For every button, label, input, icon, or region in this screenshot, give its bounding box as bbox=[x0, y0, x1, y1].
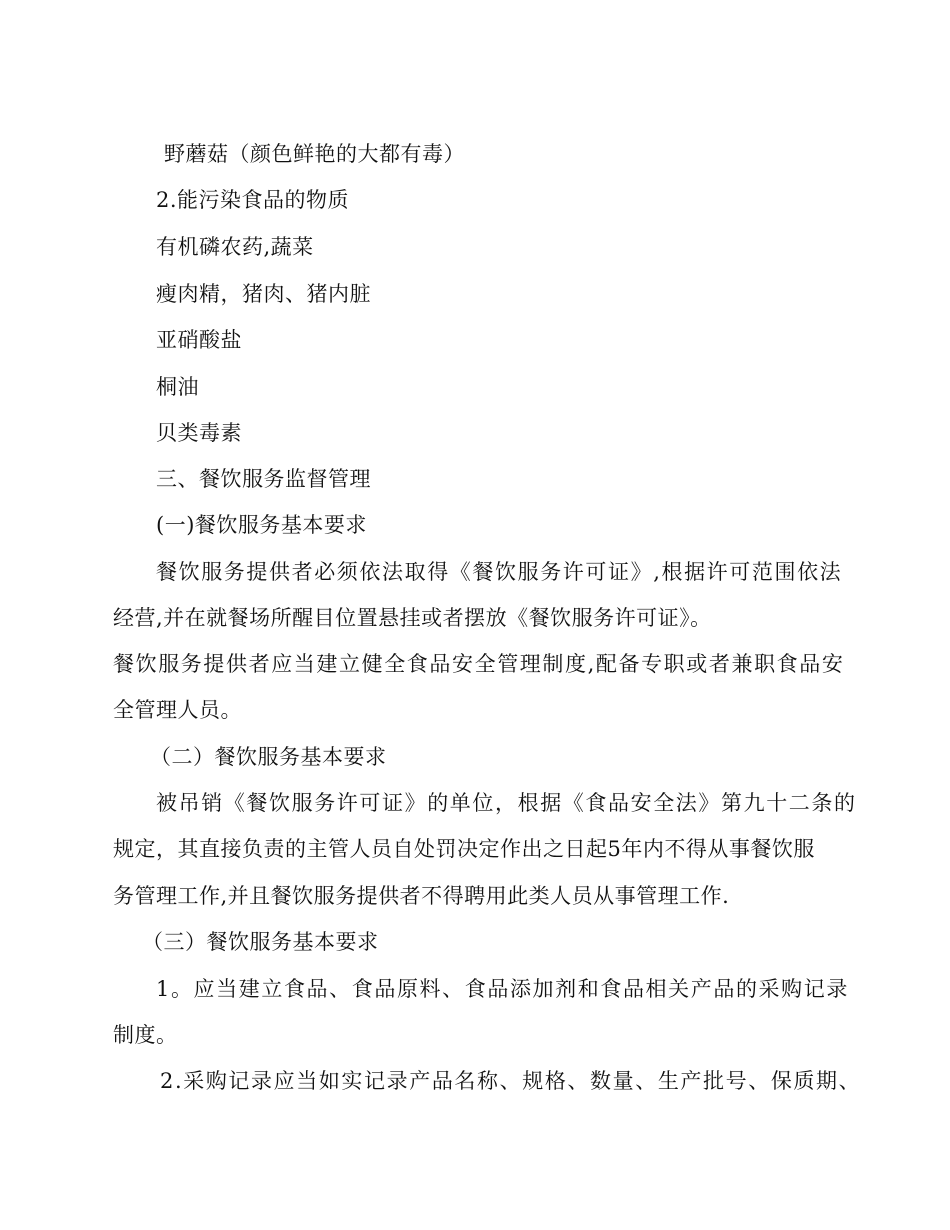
paragraph-record-line1: 2.采购记录应当如实记录产品名称、规格、数量、生产批号、保质期、 bbox=[160, 1069, 862, 1093]
text-line-contaminants-heading: 2.能污染食品的物质 bbox=[156, 188, 350, 212]
text-line-wild-mushroom: 野蘑菇（颜色鲜艳的大都有毒） bbox=[164, 142, 465, 166]
paragraph-purchase-line2: 制度。 bbox=[113, 1023, 178, 1047]
text-line-tung-oil: 桐油 bbox=[156, 375, 199, 399]
paragraph-revocation-line2: 规定，其直接负责的主管人员自处罚决定作出之日起5年内不得从事餐饮服 bbox=[113, 837, 815, 861]
text-line-clenbuterol: 瘦肉精，猪肉、猪内脏 bbox=[156, 282, 371, 306]
subsection-heading-two: （二）餐饮服务基本要求 bbox=[150, 745, 387, 769]
paragraph-purchase-line1: 1。应当建立食品、食品原料、食品添加剂和食品相关产品的采购记录 bbox=[156, 977, 849, 1001]
text-line-nitrite: 亚硝酸盐 bbox=[156, 328, 242, 352]
paragraph-license-line2: 经营,并在就餐场所醒目位置悬挂或者摆放《餐饮服务许可证》。 bbox=[113, 606, 712, 630]
text-line-pesticide: 有机磷农药,蔬菜 bbox=[156, 235, 314, 259]
section-heading-three: 三、餐饮服务监督管理 bbox=[156, 467, 371, 491]
subsection-heading-one: (一)餐饮服务基本要求 bbox=[156, 513, 367, 537]
paragraph-revocation-line3: 务管理工作,并且餐饮服务提供者不得聘用此类人员从事管理工作. bbox=[113, 884, 730, 908]
subsection-heading-three: （三）餐饮服务基本要求 bbox=[142, 930, 379, 954]
paragraph-management-line2: 全管理人员。 bbox=[113, 698, 242, 722]
paragraph-management-line1: 餐饮服务提供者应当建立健全食品安全管理制度,配备专职或者兼职食品安 bbox=[113, 652, 845, 676]
paragraph-revocation-line1: 被吊销《餐饮服务许可证》的单位，根据《食品安全法》第九十二条的 bbox=[156, 791, 857, 815]
text-line-shellfish-toxin: 贝类毒素 bbox=[156, 421, 242, 445]
paragraph-license-line1: 餐饮服务提供者必须依法取得《餐饮服务许可证》,根据许可范围依法 bbox=[156, 560, 843, 584]
